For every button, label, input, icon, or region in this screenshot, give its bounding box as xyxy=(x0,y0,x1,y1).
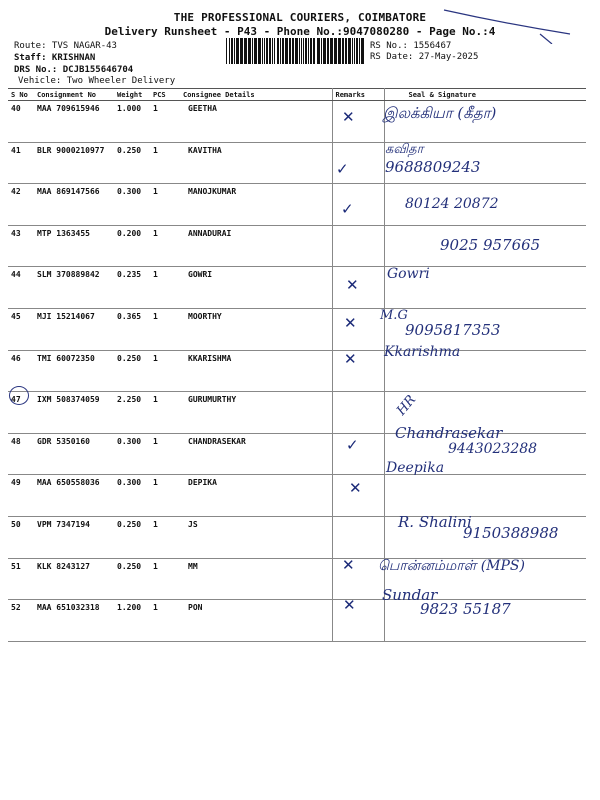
cell-weight: 0.250 xyxy=(114,350,150,392)
handwritten-signature: இலக்கியா (கீதா) xyxy=(383,104,497,122)
handwritten-signature: Gowri xyxy=(387,266,430,282)
cell-weight: 0.300 xyxy=(114,433,150,475)
barcode-bar xyxy=(240,38,243,64)
cell-weight: 0.200 xyxy=(114,225,150,267)
cell-signature xyxy=(384,142,586,184)
barcode-bar xyxy=(317,38,320,64)
barcode-bar xyxy=(361,38,364,64)
remark-tick-mark: ✓ xyxy=(346,436,359,454)
barcode-bar xyxy=(285,38,288,64)
barcode-bar xyxy=(330,38,333,64)
cell-signature xyxy=(384,516,586,558)
table-row xyxy=(8,392,586,434)
barcode-bar xyxy=(252,38,253,64)
barcode-bar xyxy=(303,38,304,64)
barcode-bar xyxy=(262,38,263,64)
barcode-bar xyxy=(327,38,329,64)
barcode xyxy=(226,38,364,64)
cell-consignee: GOWRI xyxy=(180,267,332,309)
barcode-bar xyxy=(231,38,233,64)
cell-serial-number: 41 xyxy=(8,142,34,184)
route-label: Route: TVS NAGAR-43 xyxy=(14,41,117,51)
barcode-bar xyxy=(352,38,353,64)
cell-signature xyxy=(384,267,586,309)
table-row xyxy=(8,516,586,558)
cell-consignee: MANOJKUMAR xyxy=(180,184,332,226)
cell-consignment-number: TMI 60072350 xyxy=(34,350,114,392)
table-row xyxy=(8,558,586,600)
cell-signature xyxy=(384,184,586,226)
cell-pieces: 1 xyxy=(150,142,180,184)
barcode-bar xyxy=(359,38,360,64)
table-row xyxy=(8,475,586,517)
table-row xyxy=(8,308,586,350)
cell-remarks xyxy=(332,184,384,226)
cell-pieces: 1 xyxy=(150,267,180,309)
cell-signature xyxy=(384,433,586,475)
cell-serial-number: 44 xyxy=(8,267,34,309)
barcode-bar xyxy=(342,38,344,64)
cell-serial-number: 47 xyxy=(8,392,34,434)
cell-consignee: GEETHA xyxy=(180,101,332,143)
barcode-bar xyxy=(354,38,355,64)
cell-weight: 0.250 xyxy=(114,142,150,184)
barcode-bar xyxy=(272,38,273,64)
col-consignee-header: Consignee Details xyxy=(180,89,332,101)
cell-pieces: 1 xyxy=(150,308,180,350)
cell-serial-number: 42 xyxy=(8,184,34,226)
staff-label: Staff: KRISHNAN xyxy=(14,53,96,63)
cell-pieces: 1 xyxy=(150,475,180,517)
cell-serial-number: 40 xyxy=(8,101,34,143)
barcode-bar xyxy=(289,38,291,64)
table-row xyxy=(8,225,586,267)
barcode-bar xyxy=(274,38,275,64)
handwritten-phone: 80124 20872 xyxy=(405,196,499,212)
handwritten-phone: 9688809243 xyxy=(385,158,481,176)
barcode-bar xyxy=(229,38,230,64)
handwritten-phone: 9823 55187 xyxy=(420,600,511,618)
handwritten-signature: Sundar xyxy=(382,586,438,604)
barcode-bar xyxy=(244,38,247,64)
cell-pieces: 1 xyxy=(150,225,180,267)
cell-pieces: 1 xyxy=(150,558,180,600)
cell-remarks xyxy=(332,600,384,642)
cell-weight: 0.365 xyxy=(114,308,150,350)
cell-consignment-number: MJI 15214067 xyxy=(34,308,114,350)
barcode-bar xyxy=(308,38,309,64)
cell-remarks xyxy=(332,225,384,267)
cell-pieces: 1 xyxy=(150,101,180,143)
cell-signature xyxy=(384,600,586,642)
cell-weight: 0.300 xyxy=(114,184,150,226)
cell-weight: 0.300 xyxy=(114,475,150,517)
barcode-bar xyxy=(226,38,227,64)
drs-number: DRS No.: DCJB155646704 xyxy=(14,65,134,75)
cell-remarks xyxy=(332,433,384,475)
remark-tick-mark: ✕ xyxy=(344,314,357,332)
handwritten-signature: கவிதா xyxy=(385,142,424,157)
cell-weight: 0.250 xyxy=(114,558,150,600)
cell-serial-number: 45 xyxy=(8,308,34,350)
cell-remarks xyxy=(332,142,384,184)
cell-pieces: 1 xyxy=(150,433,180,475)
table-row xyxy=(8,433,586,475)
cell-signature xyxy=(384,225,586,267)
barcode-bar xyxy=(348,38,351,64)
remark-tick-mark: ✓ xyxy=(341,200,354,218)
barcode-bar xyxy=(323,38,326,64)
cell-remarks xyxy=(332,392,384,434)
table-row xyxy=(8,350,586,392)
barcode-bar xyxy=(356,38,358,64)
cell-consignee: KKARISHMA xyxy=(180,350,332,392)
barcode-bar xyxy=(334,38,337,64)
table-row xyxy=(8,101,586,143)
table-header-row xyxy=(8,89,586,101)
barcode-bar xyxy=(295,38,298,64)
handwritten-signature: Kkarishma xyxy=(384,344,461,360)
cell-signature xyxy=(384,475,586,517)
cell-serial-number: 51 xyxy=(8,558,34,600)
remark-tick-mark: ✕ xyxy=(342,108,355,126)
rs-date: RS Date: 27-May-2025 xyxy=(370,52,479,62)
col-pcs-header: PCS xyxy=(150,89,180,101)
cell-consignment-number: VPM 7347194 xyxy=(34,516,114,558)
cell-weight: 2.250 xyxy=(114,392,150,434)
barcode-bar xyxy=(277,38,279,64)
col-signature-header: Seal & Signature xyxy=(384,89,586,101)
cell-signature xyxy=(384,392,586,434)
page-title: THE PROFESSIONAL COURIERS, COIMBATORE xyxy=(173,11,427,24)
remark-tick-mark: ✕ xyxy=(342,556,355,574)
cell-signature xyxy=(384,308,586,350)
barcode-bar xyxy=(254,38,257,64)
table-row xyxy=(8,267,586,309)
barcode-bar xyxy=(313,38,315,64)
barcode-bar xyxy=(292,38,294,64)
handwritten-phone: 9025 957665 xyxy=(440,236,541,254)
handwritten-phone: 9443023288 xyxy=(448,441,538,457)
cell-consignment-number: MAA 651032318 xyxy=(34,600,114,642)
cell-serial-number: 43 xyxy=(8,225,34,267)
cell-pieces: 1 xyxy=(150,184,180,226)
col-consignment-header: Consignment No xyxy=(34,89,114,101)
cell-consignee: MM xyxy=(180,558,332,600)
cell-remarks xyxy=(332,350,384,392)
barcode-bar xyxy=(338,38,341,64)
barcode-bar xyxy=(299,38,300,64)
barcode-bar xyxy=(305,38,307,64)
cell-weight: 1.000 xyxy=(114,101,150,143)
cell-consignment-number: BLR 9000210977 xyxy=(34,142,114,184)
cell-signature xyxy=(384,350,586,392)
cell-serial-number: 50 xyxy=(8,516,34,558)
col-remarks-header: Remarks xyxy=(332,89,384,101)
cell-remarks xyxy=(332,475,384,517)
barcode-bar xyxy=(236,38,239,64)
handwritten-signature: M.G xyxy=(380,308,408,323)
col-weight-header: Weight xyxy=(114,89,150,101)
remark-tick-mark: ✕ xyxy=(346,276,359,294)
table-row xyxy=(8,184,586,226)
cell-serial-number: 49 xyxy=(8,475,34,517)
remark-tick-mark: ✕ xyxy=(344,350,357,368)
barcode-bar xyxy=(266,38,268,64)
handwritten-signature: R. Shalini xyxy=(398,513,472,531)
circled-number-mark xyxy=(9,386,29,405)
handwritten-signature: Chandrasekar xyxy=(395,424,503,442)
cell-pieces: 1 xyxy=(150,392,180,434)
barcode-bar xyxy=(280,38,281,64)
cell-remarks xyxy=(332,516,384,558)
remark-tick-mark: ✕ xyxy=(349,479,362,497)
cell-pieces: 1 xyxy=(150,350,180,392)
vehicle-label: Vehicle: Two Wheeler Delivery xyxy=(18,76,176,86)
remark-tick-mark: ✕ xyxy=(343,596,356,614)
barcode-bar xyxy=(321,38,322,64)
cell-signature xyxy=(384,558,586,600)
cell-remarks xyxy=(332,308,384,350)
barcode-bar xyxy=(282,38,284,64)
cell-consignment-number: MTP 1363455 xyxy=(34,225,114,267)
cell-consignment-number: GDR 5350160 xyxy=(34,433,114,475)
barcode-bar xyxy=(301,38,302,64)
rs-number: RS No.: 1556467 xyxy=(370,41,452,51)
barcode-bar xyxy=(269,38,271,64)
barcode-bar xyxy=(345,38,347,64)
handwritten-initials: HR xyxy=(394,392,420,419)
cell-consignee: JS xyxy=(180,516,332,558)
cell-remarks xyxy=(332,267,384,309)
cell-remarks xyxy=(332,101,384,143)
cell-consignment-number: MAA 709615946 xyxy=(34,101,114,143)
barcode-bar xyxy=(310,38,312,64)
cell-consignee: CHANDRASEKAR xyxy=(180,433,332,475)
cell-consignee: PON xyxy=(180,600,332,642)
cell-weight: 0.250 xyxy=(114,516,150,558)
remark-tick-mark: ✓ xyxy=(336,160,349,178)
table-row xyxy=(8,142,586,184)
cell-pieces: 1 xyxy=(150,600,180,642)
cell-consignee: MOORTHY xyxy=(180,308,332,350)
cell-remarks xyxy=(332,558,384,600)
runsheet-table xyxy=(8,88,586,642)
cell-pieces: 1 xyxy=(150,516,180,558)
handwritten-signature: Deepika xyxy=(386,460,445,476)
cell-signature xyxy=(384,101,586,143)
barcode-bar xyxy=(264,38,265,64)
pen-stroke-mark xyxy=(440,4,590,44)
cell-serial-number: 52 xyxy=(8,600,34,642)
col-sno-header: S No xyxy=(8,89,34,101)
cell-consignee: GURUMURTHY xyxy=(180,392,332,434)
barcode-bar xyxy=(248,38,251,64)
cell-serial-number: 46 xyxy=(8,350,34,392)
handwritten-signature: பொன்னம்மாள் (MPS) xyxy=(378,558,525,574)
handwritten-phone: 9150388988 xyxy=(463,524,559,542)
runsheet-subtitle: Delivery Runsheet - P43 - Phone No.:9047080280 - Page No.:4 xyxy=(104,25,496,38)
barcode-bar xyxy=(234,38,235,64)
cell-consignee: ANNADURAI xyxy=(180,225,332,267)
table-row xyxy=(8,600,586,642)
cell-consignment-number: MAA 650558036 xyxy=(34,475,114,517)
cell-consignment-number: SLM 370889842 xyxy=(34,267,114,309)
cell-consignment-number: KLK 8243127 xyxy=(34,558,114,600)
cell-consignment-number: MAA 869147566 xyxy=(34,184,114,226)
barcode-bar xyxy=(258,38,261,64)
cell-consignee: DEPIKA xyxy=(180,475,332,517)
cell-consignment-number: IXM 508374059 xyxy=(34,392,114,434)
cell-weight: 0.235 xyxy=(114,267,150,309)
cell-consignee: KAVITHA xyxy=(180,142,332,184)
cell-weight: 1.200 xyxy=(114,600,150,642)
cell-serial-number: 48 xyxy=(8,433,34,475)
handwritten-phone: 9095817353 xyxy=(405,321,501,339)
